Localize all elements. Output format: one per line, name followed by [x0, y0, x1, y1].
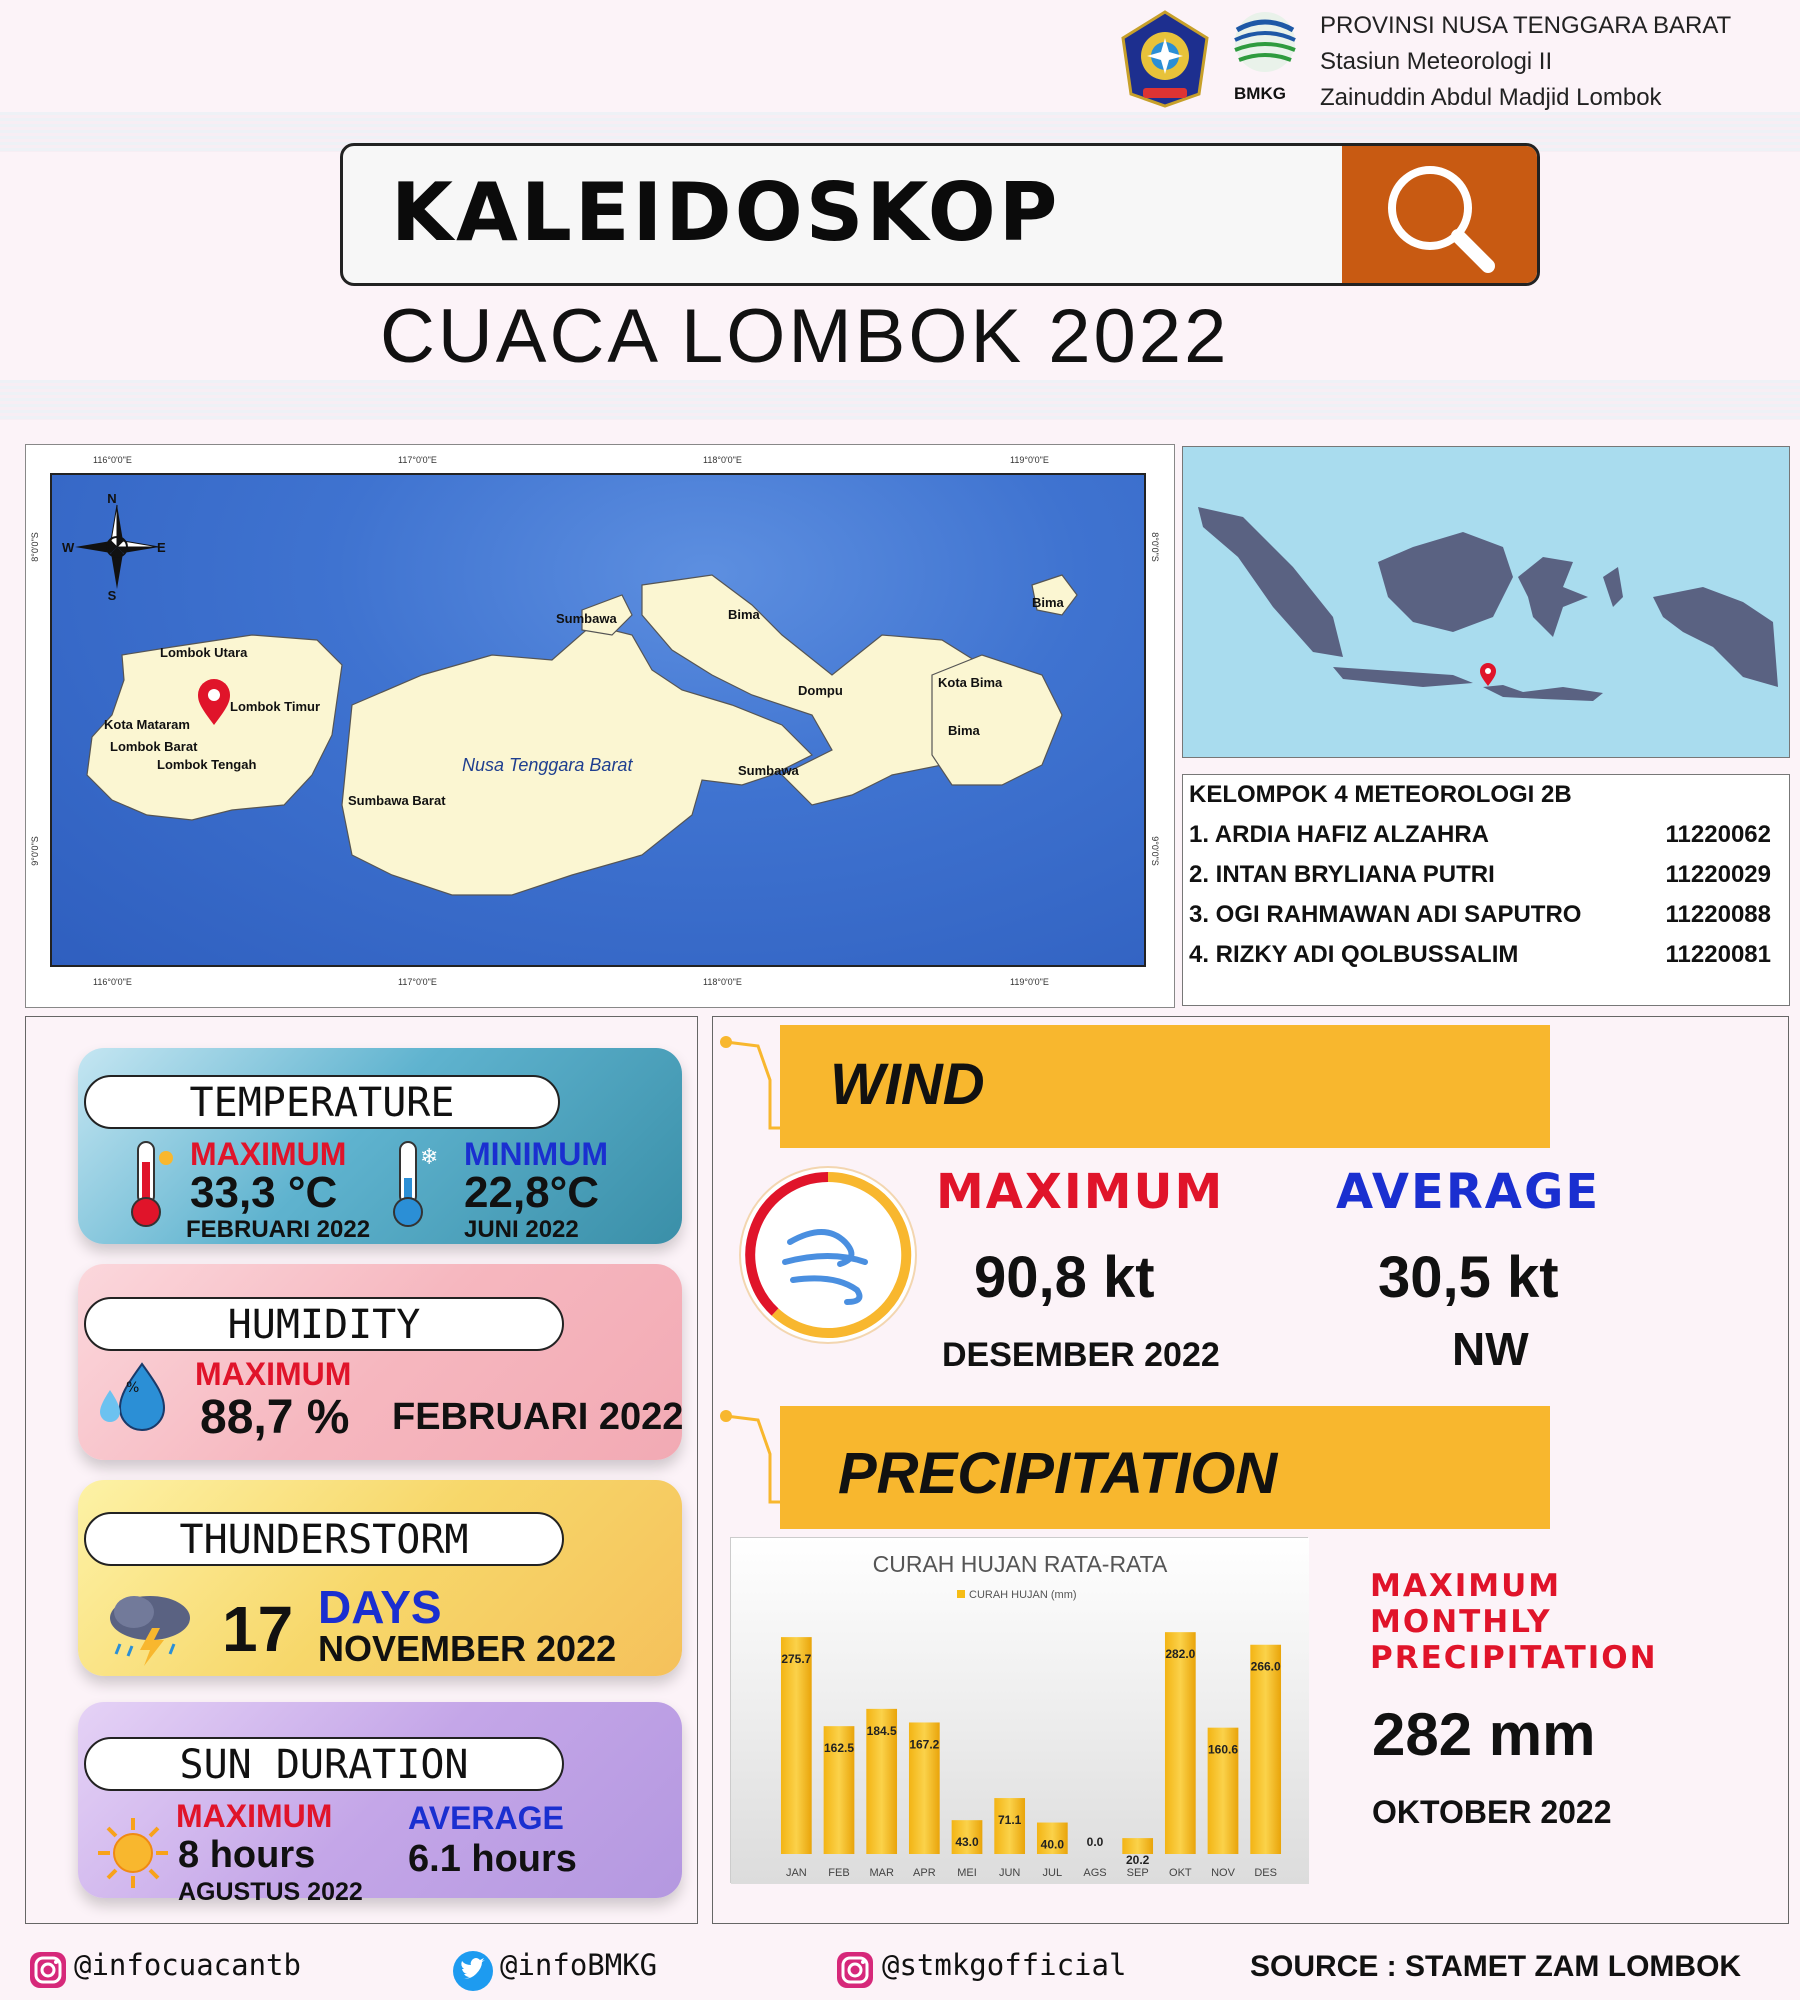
org-province: PROVINSI NUSA TENGGARA BARAT: [1320, 12, 1732, 39]
chart-category-label: MAR: [869, 1867, 894, 1879]
instagram-icon: [835, 1950, 875, 1990]
sun-icon: [96, 1816, 170, 1890]
chart-category-label: SEP: [1126, 1867, 1149, 1879]
wind-banner: [780, 1025, 1550, 1148]
lon-tick-3-bottom: 118°0'0"E: [703, 977, 742, 987]
chart-bar-des: [1250, 1645, 1281, 1854]
wind-max-value: 90,8 kt: [974, 1245, 1155, 1310]
ntb-map: [50, 473, 1146, 967]
bmkg-logo: [1225, 10, 1305, 80]
member-name: 1. ARDIA HAFIZ ALZAHRA: [1189, 821, 1489, 848]
search-button: [1342, 146, 1537, 283]
member-id: 11220081: [1665, 941, 1771, 968]
humidity-title: HUMIDITY: [84, 1297, 564, 1351]
chart-category-label: AGS: [1083, 1867, 1107, 1879]
header-band-bottom: [0, 380, 1800, 420]
label-sumbawa-barat: Sumbawa Barat: [348, 793, 446, 808]
humidity-max-value: 88,7 %: [200, 1391, 350, 1444]
lon-tick-4: 119°0'0"E: [1010, 455, 1049, 465]
compass-w: W: [62, 540, 75, 555]
chart-category-label: JUL: [1042, 1867, 1063, 1879]
precipitation-chart-svg: [731, 1538, 1309, 1884]
thunderstorm-title: THUNDERSTORM: [84, 1512, 564, 1566]
wind-title: WIND: [830, 1052, 985, 1117]
lon-tick-1: 116°0'0"E: [93, 455, 132, 465]
temperature-title: TEMPERATURE: [84, 1075, 560, 1129]
label-lombok-barat: Lombok Barat: [110, 739, 198, 754]
indonesia-pin-icon: [1480, 663, 1496, 686]
wind-direction: NW: [1452, 1323, 1529, 1375]
member-name: 2. INTAN BRYLIANA PUTRI: [1189, 861, 1495, 888]
chart-value-label: 282.0: [1165, 1647, 1196, 1662]
compass-s: S: [107, 588, 117, 603]
lon-tick-4-bottom: 119°0'0"E: [1010, 977, 1049, 987]
chart-value-label: 167.2: [909, 1737, 940, 1752]
svg-text:❄: ❄: [420, 1145, 439, 1170]
team-member: [1189, 861, 1783, 889]
lat-tick-2-right: 9°0'0"S: [1149, 836, 1160, 866]
page-title: KALEIDOSKOP: [391, 166, 1061, 259]
sun-max-label: MAXIMUM: [176, 1798, 333, 1834]
lat-tick-1-right: 8°0'0"S: [1149, 532, 1160, 562]
chart-legend: CURAH HUJAN (mm): [969, 1589, 1077, 1601]
precip-connector: [718, 1410, 788, 1510]
ntb-emblem-logo: [1115, 8, 1215, 108]
thunderstorm-date: NOVEMBER 2022: [318, 1628, 617, 1669]
chart-value-label: 275.7: [781, 1652, 812, 1667]
member-id: 11220088: [1665, 901, 1771, 928]
chart-value-label: 40.0: [1040, 1837, 1065, 1852]
thunderstorm-icon: [100, 1588, 200, 1668]
sun-avg-value: 6.1 hours: [408, 1838, 577, 1880]
chart-value-label: 162.5: [823, 1741, 855, 1756]
chart-category-label: MEI: [957, 1867, 977, 1879]
precipitation-title: PRECIPITATION: [838, 1441, 1278, 1506]
thunderstorm-count: 17: [222, 1593, 294, 1665]
temp-max-date: FEBRUARI 2022: [186, 1216, 371, 1243]
humidity-max-date: FEBRUARI 2022: [392, 1396, 684, 1438]
chart-category-label: JUN: [998, 1867, 1021, 1879]
label-lombok-timur: Lombok Timur: [230, 699, 321, 714]
label-bima-top: Bima: [728, 607, 760, 622]
chart-category-label: APR: [913, 1867, 936, 1879]
thermometer-hot-icon: [118, 1138, 178, 1230]
precip-max-label-1: MAXIMUM: [1370, 1568, 1562, 1604]
compass-rose-icon: [75, 505, 159, 589]
lon-tick-2-bottom: 117°0'0"E: [398, 977, 437, 987]
chart-value-label: 160.6: [1207, 1742, 1239, 1757]
chart-category-label: NOV: [1211, 1867, 1235, 1879]
chart-value-label: 20.2: [1125, 1853, 1150, 1868]
team-member: [1189, 901, 1783, 929]
org-info: [1320, 8, 1731, 116]
search-icon: [1342, 146, 1537, 286]
chart-title: CURAH HUJAN RATA-RATA: [872, 1551, 1168, 1577]
precipitation-banner: [780, 1406, 1550, 1529]
label-dompu: Dompu: [798, 683, 843, 698]
sun-max-value: 8 hours: [178, 1834, 316, 1876]
page-subtitle: CUACA LOMBOK 2022: [380, 294, 1230, 379]
team-member: [1189, 941, 1783, 969]
label-bima-right: Bima: [1032, 595, 1064, 610]
source-credit: SOURCE : STAMET ZAM LOMBOK: [1250, 1950, 1742, 1983]
precipitation-chart: [730, 1537, 1308, 1883]
instagram-handle-info[interactable]: @infocuacantb: [74, 1948, 301, 1982]
title-search-bar: [340, 143, 1540, 286]
chart-category-label: OKT: [1169, 1867, 1192, 1879]
label-sumbawa-top: Sumbawa: [556, 611, 617, 626]
label-lombok-tengah: Lombok Tengah: [157, 757, 257, 772]
sun-duration-title: SUN DURATION: [84, 1737, 564, 1791]
member-name: 3. OGI RAHMAWAN ADI SAPUTRO: [1189, 901, 1582, 928]
thermometer-cold-icon: [384, 1138, 444, 1230]
label-bima-low: Bima: [948, 723, 980, 738]
twitter-icon: [452, 1950, 494, 1992]
label-ntb: Nusa Tenggara Barat: [462, 755, 633, 775]
team-heading: KELOMPOK 4 METEOROLOGI 2B: [1189, 781, 1572, 808]
sun-avg-label: AVERAGE: [408, 1800, 564, 1836]
compass-e: E: [157, 540, 166, 555]
wind-icon: [735, 1162, 921, 1348]
humidity-drop-icon: [96, 1360, 172, 1432]
temp-max-label: MAXIMUM: [190, 1136, 347, 1172]
chart-category-label: DES: [1254, 1867, 1277, 1879]
ntb-map-svg: [52, 475, 1144, 965]
instagram-icon: [28, 1950, 68, 1990]
temp-min-date: JUNI 2022: [464, 1216, 579, 1243]
chart-value-label: 266.0: [1250, 1659, 1281, 1674]
lat-tick-1: 8°0'0"S: [29, 532, 40, 562]
team-member: [1189, 821, 1783, 849]
chart-value-label: 0.0: [1086, 1835, 1104, 1849]
chart-value-label: 43.0: [955, 1835, 979, 1850]
lon-tick-1-bottom: 116°0'0"E: [93, 977, 132, 987]
wind-max-label: MAXIMUM: [936, 1164, 1225, 1220]
member-id: 11220029: [1665, 861, 1771, 888]
thunderstorm-unit: DAYS: [318, 1581, 442, 1633]
compass-n: N: [107, 491, 117, 506]
precip-max-label-2: MONTHLY: [1370, 1604, 1552, 1640]
svg-text:%: %: [126, 1380, 140, 1396]
precip-max-date: OKTOBER 2022: [1372, 1794, 1612, 1830]
wind-connector: [718, 1036, 788, 1136]
org-station-name: Zainuddin Abdul Madjid Lombok: [1320, 84, 1662, 111]
member-name: 4. RIZKY ADI QOLBUSSALIM: [1189, 941, 1519, 968]
chart-category-label: JAN: [785, 1867, 807, 1879]
chart-bar-jan: [781, 1637, 812, 1854]
lon-tick-2: 117°0'0"E: [398, 455, 437, 465]
label-kota-mataram: Kota Mataram: [104, 717, 190, 732]
wind-max-date: DESEMBER 2022: [942, 1336, 1220, 1374]
wind-avg-value: 30,5 kt: [1378, 1245, 1559, 1310]
indonesia-map-svg: [1183, 447, 1789, 757]
lat-tick-2: 9°0'0"S: [29, 836, 40, 866]
temp-min-value: 22,8°C: [464, 1168, 600, 1217]
sun-max-date: AGUSTUS 2022: [178, 1878, 363, 1906]
lon-tick-3: 118°0'0"E: [703, 455, 742, 465]
bmkg-label: BMKG: [1234, 84, 1286, 103]
humidity-max-label: MAXIMUM: [195, 1356, 352, 1392]
twitter-handle[interactable]: @infoBMKG: [500, 1948, 658, 1982]
team-panel: [1182, 774, 1790, 1006]
label-sumbawa: Sumbawa: [738, 763, 799, 778]
chart-bar-sep: [1122, 1838, 1153, 1854]
chart-legend-swatch: [957, 1590, 965, 1598]
label-lombok-utara: Lombok Utara: [160, 645, 248, 660]
wind-avg-label: AVERAGE: [1336, 1164, 1601, 1220]
temp-min-label: MINIMUM: [464, 1136, 608, 1172]
member-id: 11220062: [1665, 821, 1771, 848]
label-kota-bima: Kota Bima: [938, 675, 1003, 690]
chart-category-label: FEB: [828, 1867, 850, 1879]
chart-value-label: 71.1: [997, 1813, 1022, 1828]
indonesia-inset-map: [1182, 446, 1790, 758]
chart-bar-okt: [1165, 1632, 1196, 1854]
chart-value-label: 184.5: [866, 1723, 897, 1738]
temp-max-value: 33,3 °C: [190, 1168, 338, 1217]
precip-max-value: 282 mm: [1372, 1701, 1596, 1768]
org-station: Stasiun Meteorologi II: [1320, 48, 1553, 75]
instagram-handle-stmkg[interactable]: @stmkgofficial: [882, 1948, 1127, 1982]
precip-max-label-3: PRECIPITATION: [1370, 1640, 1658, 1676]
